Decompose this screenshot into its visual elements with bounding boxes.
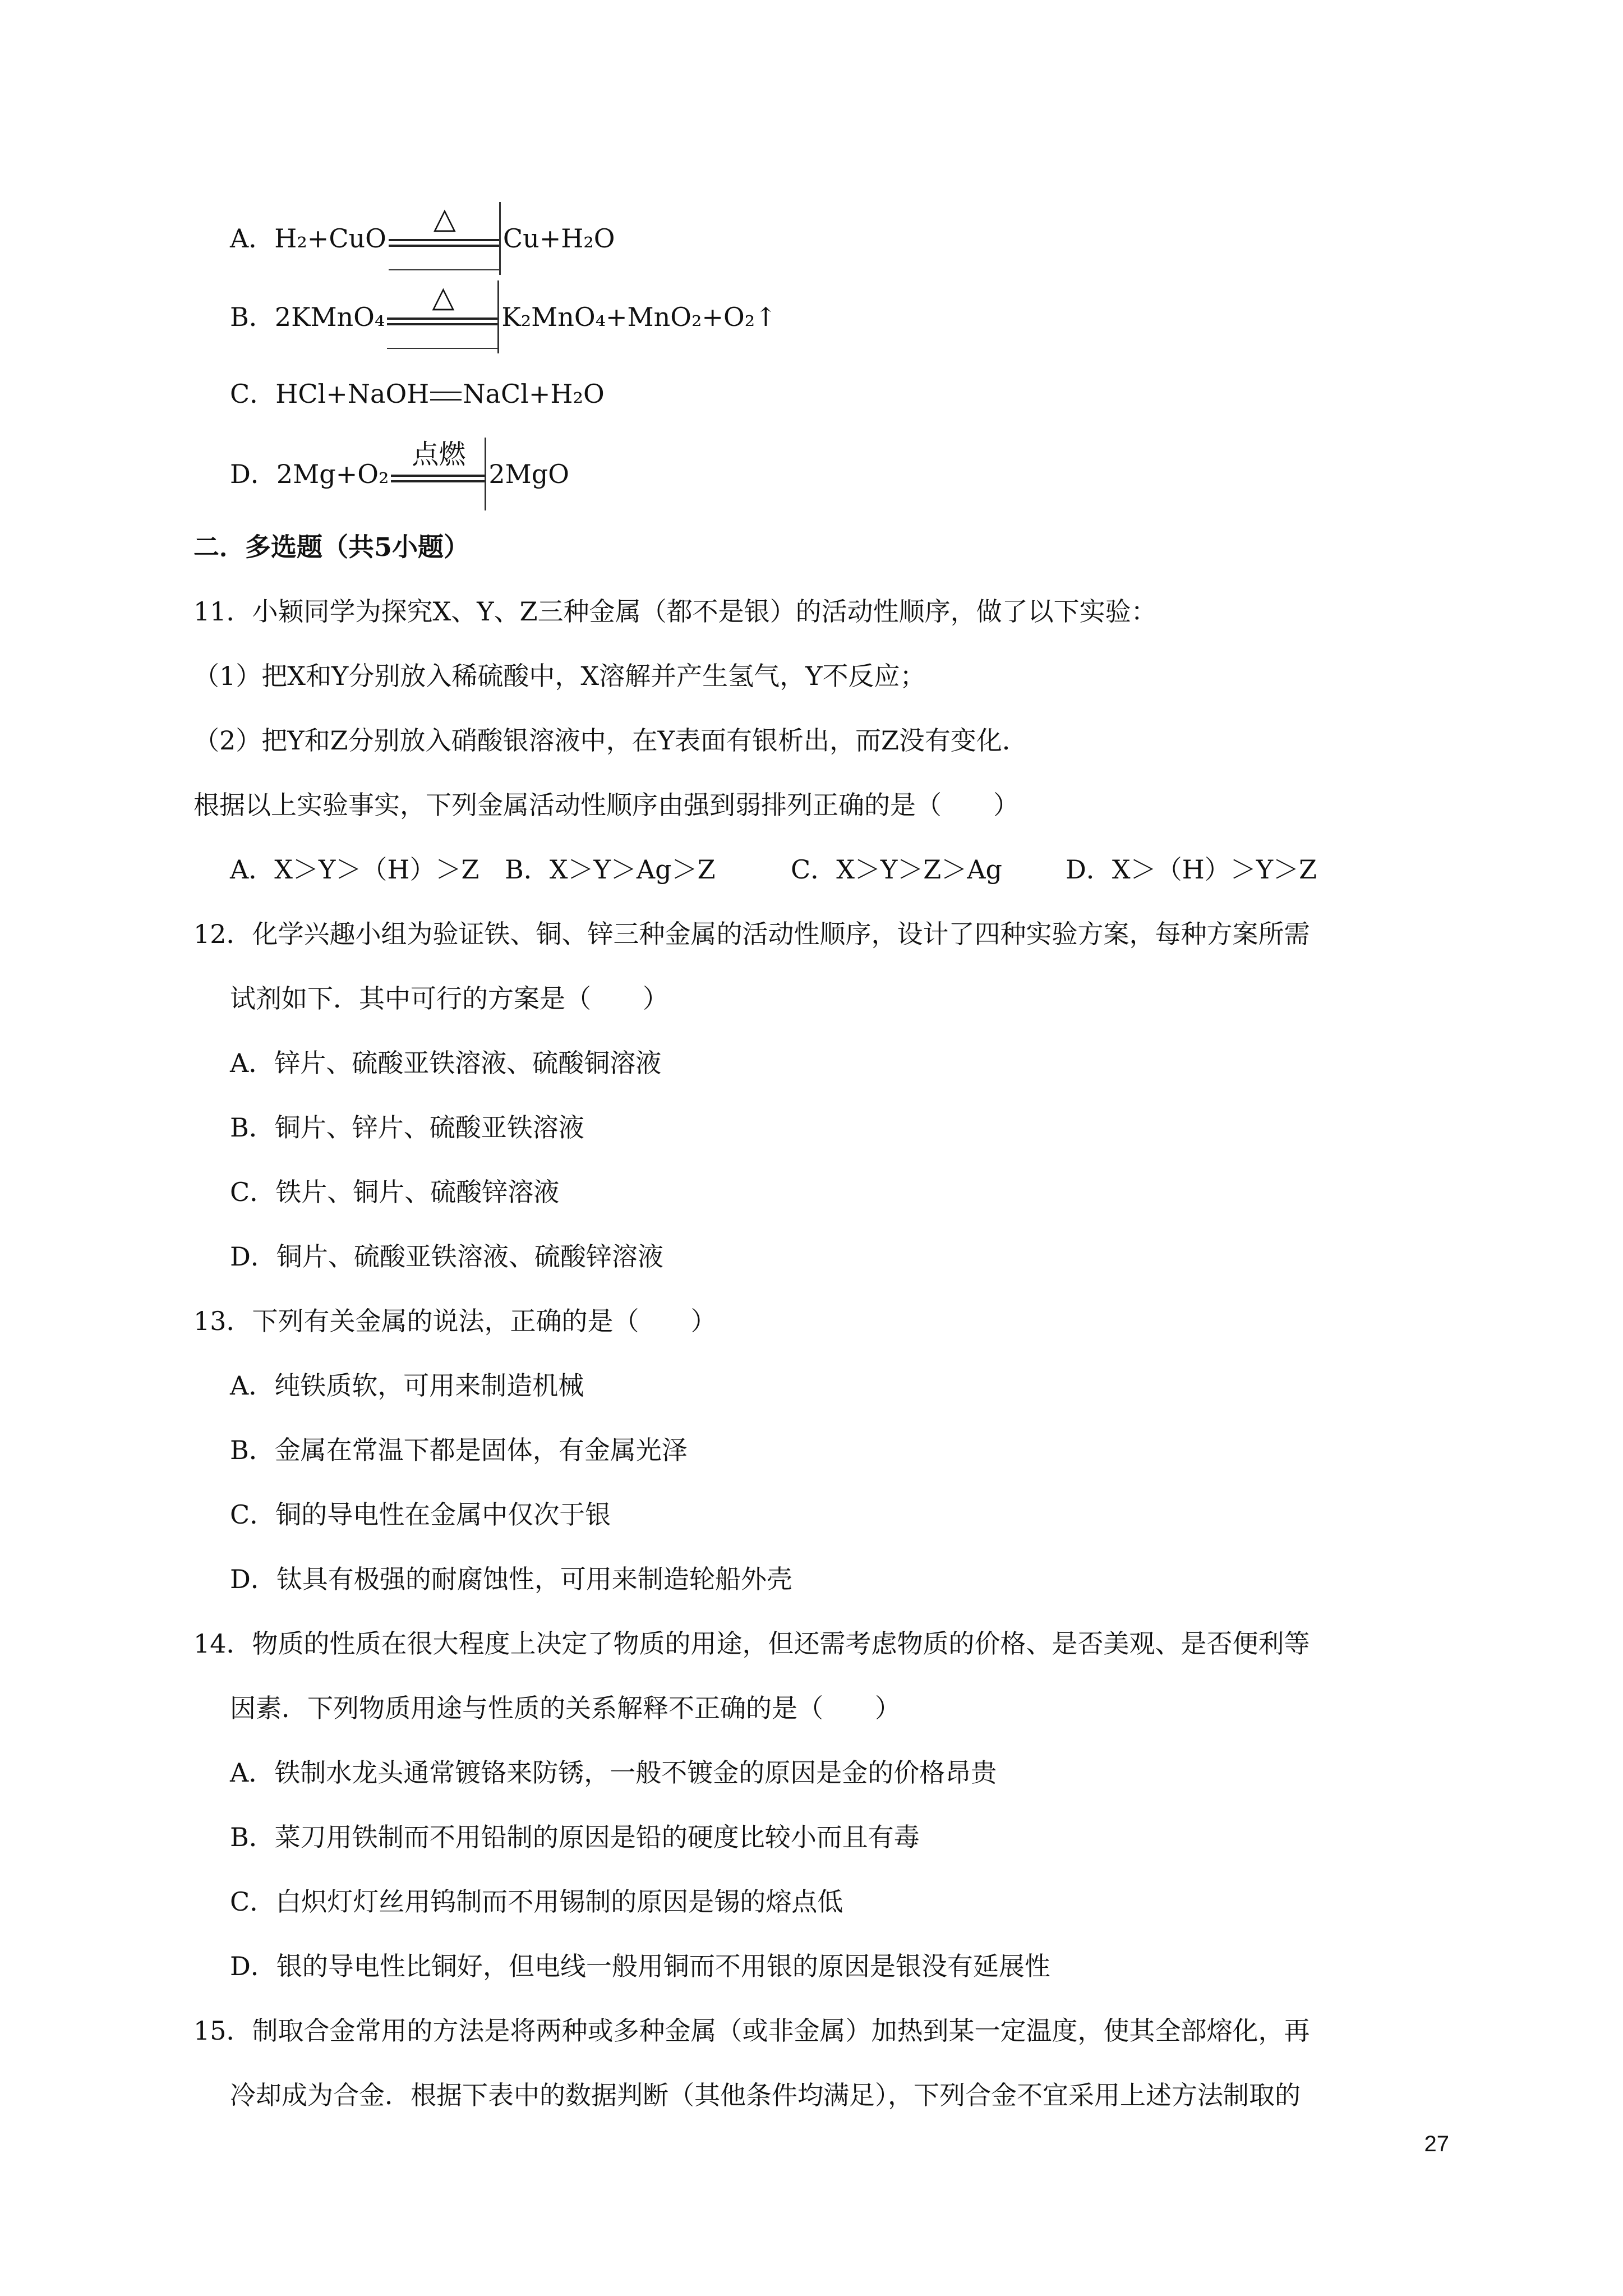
q11-options — [230, 853, 1317, 886]
equation-a — [230, 202, 615, 275]
q12-stem-line2: 试剂如下．其中可行的方案是（ ） — [230, 983, 668, 1014]
section-title: 二．多选题（共5小题） — [193, 532, 470, 562]
q12-option-a: A．锌片、硫酸亚铁溶液、硫酸铜溶液 — [230, 1048, 662, 1078]
reaction-condition: 点燃 — [391, 438, 486, 510]
equation-right: NaCl+H₂O — [463, 379, 605, 409]
equation-left: 2KMnO₄ — [274, 302, 385, 332]
reaction-condition: △ — [387, 280, 499, 353]
option-c: C．X＞Y＞Z＞Ag — [791, 854, 1002, 885]
q13-option-d: D．钛具有极强的耐腐蚀性，可用来制造轮船外壳 — [230, 1564, 792, 1594]
q14-option-c: C．白炽灯灯丝用钨制而不用锡制的原因是锡的熔点低 — [230, 1887, 843, 1917]
q11-step1: （1）把X和Y分别放入稀硫酸中，X溶解并产生氢气，Y不反应； — [193, 661, 926, 691]
q14-option-d: D．银的导电性比铜好，但电线一般用铜而不用银的原因是银没有延展性 — [230, 1951, 1050, 1981]
equation-right: 2MgO — [488, 459, 569, 489]
q13-option-c: C．铜的导电性在金属中仅次于银 — [230, 1499, 611, 1530]
q15-stem-line1: 15．制取合金常用的方法是将两种或多种金属（或非金属）加热到某一定温度，使其全部熔化，再 — [193, 2016, 1310, 2046]
option-label: B． — [230, 302, 275, 332]
equation-d — [230, 438, 569, 510]
q13-stem: 13．下列有关金属的说法，正确的是（ ） — [193, 1306, 717, 1336]
equation-right: K₂MnO₄+MnO₂+O₂↑ — [501, 302, 777, 332]
q11-question: 根据以上实验事实，下列金属活动性顺序由强到弱排列正确的是（ ） — [193, 790, 1019, 820]
q12-option-c: C．铁片、铜片、硫酸锌溶液 — [230, 1177, 560, 1207]
q12-option-d: D．铜片、硫酸亚铁溶液、硫酸锌溶液 — [230, 1241, 663, 1272]
q13-option-b: B．金属在常温下都是固体，有金属光泽 — [230, 1435, 688, 1465]
page-number: 27 — [1424, 2132, 1449, 2156]
reaction-condition: △ — [389, 202, 501, 275]
q15-stem-line2: 冷却成为合金．根据下表中的数据判断（其他条件均满足），下列合金不宜采用上述方法制取的 — [230, 2080, 1301, 2110]
q13-option-a: A．纯铁质软，可用来制造机械 — [230, 1370, 584, 1401]
equation-c — [230, 377, 605, 411]
option-label: A． — [230, 223, 275, 254]
q14-option-b: B．菜刀用铁制而不用铅制的原因是铅的硬度比较小而且有毒 — [230, 1822, 920, 1852]
q12-stem-line1: 12．化学兴趣小组为验证铁、铜、锌三种金属的活动性顺序，设计了四种实验方案，每种方案所需 — [193, 919, 1310, 949]
option-label: C． — [230, 379, 276, 409]
option-b: B．X＞Y＞Ag＞Z — [505, 854, 716, 885]
q11-step2: （2）把Y和Z分别放入硝酸银溶液中，在Y表面有银析出，而Z没有变化． — [193, 725, 1028, 756]
q14-option-a: A．铁制水龙头通常镀铬来防锈，一般不镀金的原因是金的价格昂贵 — [230, 1757, 997, 1788]
q11-stem: 11．小颖同学为探究X、Y、Z三种金属（都不是银）的活动性顺序，做了以下实验： — [193, 596, 1157, 627]
equation-right: Cu+H₂O — [502, 223, 615, 254]
equation-left: H₂+CuO — [274, 223, 386, 254]
option-label: D． — [230, 459, 276, 489]
q14-stem-line1: 14．物质的性质在很大程度上决定了物质的用途，但还需考虑物质的价格、是否美观、是否便利等 — [193, 1628, 1310, 1659]
equation-b — [230, 280, 777, 353]
equation-left: 2Mg+O₂ — [276, 459, 389, 489]
equals-sign — [430, 392, 462, 401]
q14-stem-line2: 因素．下列物质用途与性质的关系解释不正确的是（ ） — [230, 1693, 901, 1723]
option-d: D．X＞（H）＞Y＞Z — [1066, 854, 1317, 885]
equation-left: HCl+NaOH — [275, 379, 430, 409]
option-a: A．X＞Y＞（H）＞Z — [230, 854, 479, 885]
q12-option-b: B．铜片、锌片、硫酸亚铁溶液 — [230, 1112, 584, 1143]
